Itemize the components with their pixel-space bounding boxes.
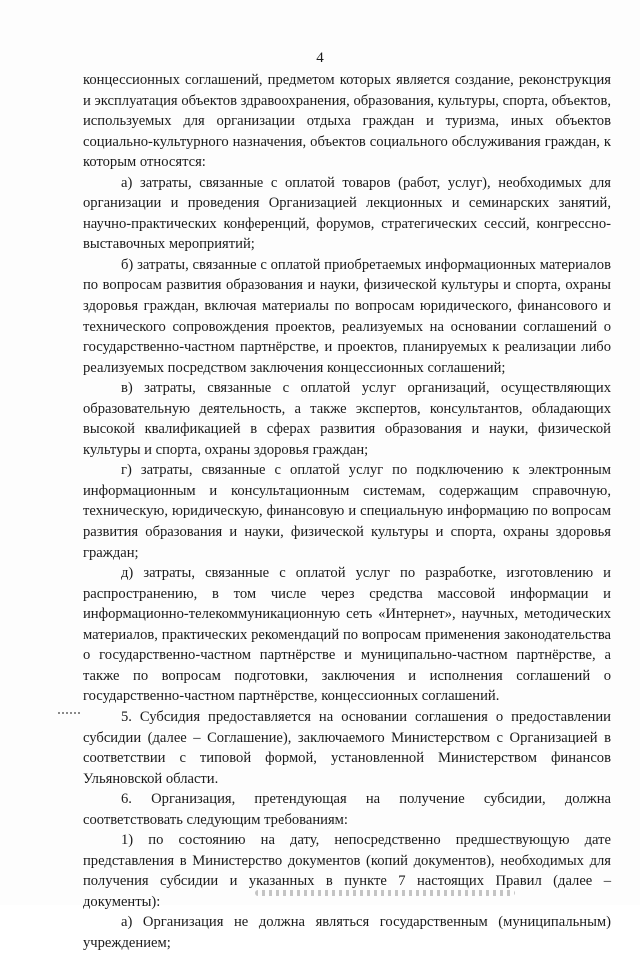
page-number: 4 <box>316 50 324 66</box>
paragraph-item-g-systems: г) затраты, связанные с оплатой услуг по подключению к электронным информационным и консультационным системам, содержащим справочную, техническую, юридическую, финансовую и специальную информацию по вопросам развития образования и науки, физической культуры и спорта, охраны здоровья граждан; <box>83 462 611 561</box>
paragraph-item-b-materials: б) затраты, связанные с оплатой приобретаемых информационных материалов по вопросам развития образования и науки, физической культуры и спорта, охраны здоровья граждан, включая материалы по вопросам юридического, финансового и технического сопровождения проектов, реализуемых на основании соглашений о государственно-частном партнёрстве, и проектов, планируемых к реализации либо реализуемых посредством заключения концессионных соглашений; <box>83 256 611 376</box>
paragraph-section-6-item-1: 1) по состоянию на дату, непосредственно предшествующую дате представления в Министерство документов (копий документов), необходимых для получения субсидии и указанных в пункте 7 настоящих Правил (далее – документы): <box>83 832 611 910</box>
paragraph-section-6: 6. Организация, претендующая на получение субсидии, должна соответствовать следующим требованиям: <box>83 791 611 828</box>
margin-scan-mark <box>58 712 80 714</box>
bottom-scan-artifact <box>255 890 515 896</box>
paragraph-item-d-publications: д) затраты, связанные с оплатой услуг по разработке, изготовлению и распространению, в том числе через средства массовой информации и информационно-телекоммуникационную сеть «Интернет», научных, методических материалов, практических рекомендаций по вопросам применения законодательства о государственно-частном партнёрстве и муниципально-частном партнёрстве, а также по вопросам подготовки, заключения и исполнения соглашений о государственно-частном партнёрстве, концессионных соглашений. <box>83 565 611 705</box>
paragraph-item-a-lectures: а) затраты, связанные с оплатой товаров (работ, услуг), необходимых для организации и проведения Организацией лекционных и семинарских занятий, научно-практических конференций, форумов, стратегических сессий, конгрессно-выставочных мероприятий; <box>83 174 611 253</box>
document-body <box>83 70 611 954</box>
paragraph-section-5: 5. Субсидия предоставляется на основании соглашения о предоставлении субсидии (далее – Соглашение), заключаемого Министерством с Организацией в соответствии с типовой формой, установленной Министерством финансов Ульяновской области. <box>83 708 611 787</box>
paragraph-item-v-services: в) затраты, связанные с оплатой услуг организаций, осуществляющих образовательную деятельность, а также экспертов, консультантов, обладающих высокой квалификацией в сферах развития образования и науки, физической культуры и спорта, охраны здоровья граждан; <box>83 380 611 458</box>
paragraph-section-6-item-a: а) Организация не должна являться государственным (муниципальным) учреждением; <box>83 914 611 951</box>
paragraph-concession-intro: концессионных соглашений, предметом которых является создание, реконструкция и эксплуатация объектов здравоохранения, образования, культуры, спорта, объектов, используемых для организации отдыха граждан и туризма, иных объектов социально-культурного назначения, объектов социального обслуживания граждан, к которым относятся: <box>83 72 611 171</box>
